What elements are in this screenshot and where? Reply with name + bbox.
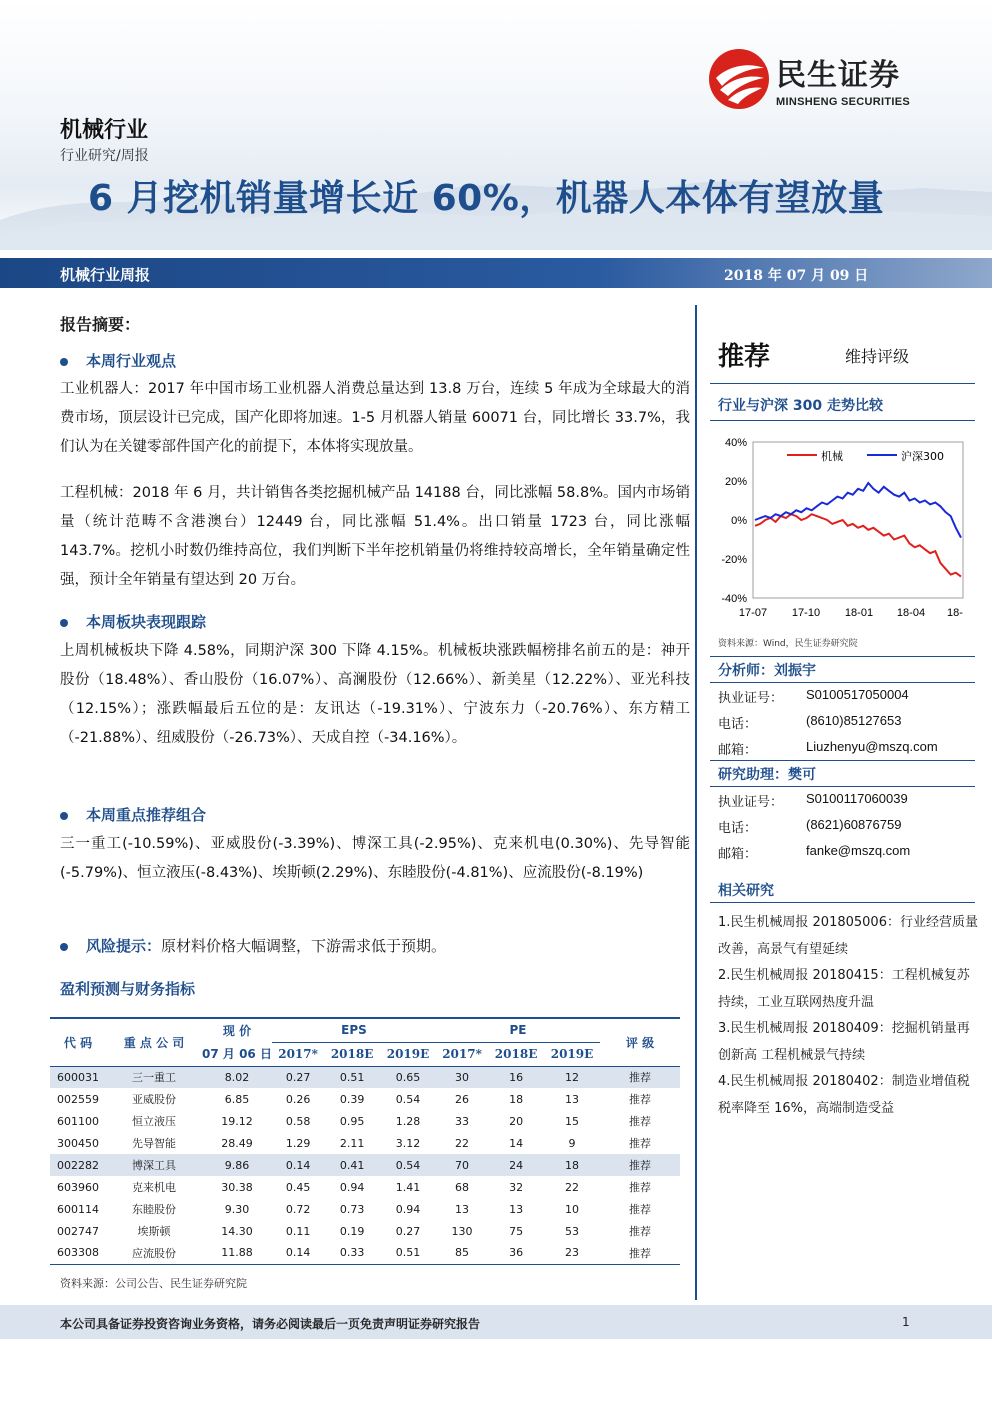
logo-chinese-name: 民生证券 [776, 58, 900, 93]
contact-row [718, 687, 909, 706]
table-cell: 0.19 [339, 1224, 365, 1238]
column-divider [695, 305, 697, 1300]
table-cell: 12 [544, 1066, 600, 1088]
table-cell: 0.14 [285, 1246, 311, 1260]
table-cell: 1.28 [395, 1114, 421, 1128]
y-tick-label: 40% [724, 437, 747, 449]
table-row [50, 1132, 680, 1154]
series-line-hs300 [755, 483, 961, 538]
footer-disclaimer: 本公司具备证券投资咨询业务资格，请务必阅读最后一页免责声明证券研究报告 [60, 1317, 481, 1331]
contact-value: S0100117060039 [806, 791, 908, 806]
section-industry-view [60, 350, 176, 371]
table-cell: 26 [455, 1092, 470, 1106]
table-cell: 002282 [50, 1154, 106, 1176]
table-row [50, 1198, 680, 1220]
analyst-title: 分析师：刘振宇 [718, 663, 816, 679]
table-cell: 16 [488, 1066, 544, 1088]
table-row [50, 1176, 680, 1198]
bullet-icon [60, 812, 68, 820]
x-tick-label: 17-10 [791, 607, 821, 619]
col-header-year: 2017* [442, 1047, 482, 1061]
section-sector-performance [60, 611, 206, 632]
table-row [50, 1088, 680, 1110]
divider [710, 383, 975, 384]
col-header-rating: 评 级 [625, 1035, 655, 1050]
table-row [50, 1066, 680, 1088]
bullet-icon [60, 943, 68, 951]
table-cell: 0.54 [395, 1092, 421, 1106]
recommendation: 推荐 [718, 342, 771, 372]
divider [710, 420, 975, 421]
table-cell: 1.41 [395, 1180, 421, 1194]
table-cell: 30.38 [221, 1180, 253, 1194]
chart-legend [787, 449, 944, 463]
table-cell: 36 [509, 1246, 524, 1260]
table-cell: 0.58 [285, 1114, 311, 1128]
table-cell: 13 [509, 1202, 524, 1216]
y-tick-label: -20% [721, 554, 747, 566]
y-tick-label: 0% [731, 515, 747, 527]
col-header-price: 现 价 [222, 1024, 252, 1038]
table-cell: 300450 [57, 1136, 99, 1150]
forecast-table [50, 1017, 680, 1265]
x-tick-label: 18-01 [844, 607, 874, 619]
table-cell: 0.14 [272, 1154, 324, 1176]
y-tick-label: 20% [724, 476, 747, 488]
contact-value[interactable]: Liuzhenyu@mszq.com [806, 739, 938, 754]
table-cell: 9.30 [224, 1202, 250, 1216]
table-cell: 13 [565, 1092, 580, 1106]
contact-key: 电话： [718, 821, 758, 836]
contact-key: 执业证号： [718, 691, 784, 706]
contact-row [718, 713, 902, 732]
table-title: 盈利预测与财务指标 [60, 980, 196, 998]
divider [710, 656, 975, 657]
contact-row [718, 843, 911, 862]
table-cell: 6.85 [224, 1092, 250, 1106]
assistant-title: 研究助理：樊可 [718, 767, 816, 783]
table-cell: 28.49 [221, 1136, 253, 1150]
table-cell: 推荐 [600, 1066, 680, 1088]
plot-area [753, 442, 963, 598]
table-cell: 0.51 [395, 1246, 421, 1260]
divider [710, 682, 975, 683]
table-cell: 恒立液压 [132, 1115, 176, 1128]
logo-mark-icon [708, 48, 770, 110]
col-header-year: 2018E [494, 1047, 538, 1061]
col-header-year: 2019E [550, 1047, 594, 1061]
chart-title: 行业与沪深 300 走势比较 [718, 398, 883, 414]
series-line-jixie [755, 514, 961, 576]
trend-chart [705, 430, 975, 630]
table-cell: 2.11 [339, 1136, 365, 1150]
chart-source: 资料来源：Wind，民生证券研究院 [718, 639, 858, 649]
table-cell: 0.39 [339, 1092, 365, 1106]
table-cell: 33 [455, 1114, 470, 1128]
table-cell: 15 [565, 1114, 580, 1128]
table-row [50, 1154, 680, 1176]
table-cell: 推荐 [629, 1093, 651, 1106]
contact-value: S0100517050004 [806, 687, 909, 702]
table-cell: 亚威股份 [132, 1093, 176, 1106]
table-cell: 0.27 [272, 1066, 324, 1088]
table-cell: 600031 [50, 1066, 106, 1088]
x-tick-label: 18- [947, 607, 963, 619]
related-item[interactable]: 1.民生机械周报 201805006：行业经营质量改善，高景气有望延续 [718, 915, 978, 957]
divider [710, 902, 975, 903]
table-cell: 应流股份 [132, 1246, 176, 1260]
table-cell: 0.73 [339, 1202, 365, 1216]
table-cell: 0.51 [324, 1066, 380, 1088]
col-header-date: 07 月 06 日 [202, 1047, 272, 1062]
table-row [50, 1220, 680, 1242]
table-cell: 1.29 [285, 1136, 311, 1150]
related-item[interactable]: 4.民生机械周报 20180402：制造业增值税税率降至 16%，高端制造受益 [718, 1074, 970, 1116]
table-cell: 85 [455, 1246, 470, 1260]
table-row [50, 1110, 680, 1132]
related-item[interactable]: 3.民生机械周报 20180409：挖掘机销量再创新高 工程机械景气持续 [718, 1021, 970, 1063]
banner-report-name: 机械行业周报 [60, 266, 151, 284]
contact-key: 执业证号： [718, 795, 784, 810]
contact-value: (8621)60876759 [806, 817, 902, 832]
rating-note: 维持评级 [845, 347, 910, 366]
table-cell: 22 [565, 1180, 580, 1194]
bullet-icon [60, 358, 68, 366]
paragraph-construction: 工程机械：2018 年 6 月，共计销售各类挖掘机械产品 14188 台，同比涨幅 58.8%。国内市场销量（统计范畴不含港澳台）12449 台，同比涨幅 51.4%。出口销量 1723 台，同比涨幅 143.7%。挖机小时数仍维持高位，我们判断下半年挖机销量仍将维持较高增长，全年销量确定性强，预计全年销量有望达到 20 万台。 [60, 485, 690, 588]
table-cell: 70 [436, 1154, 488, 1176]
contact-key: 邮箱： [718, 743, 758, 758]
page-number: 1 [902, 1315, 910, 1329]
title-banner [0, 258, 992, 288]
table-cell: 130 [451, 1224, 473, 1238]
table-cell: 东睦股份 [132, 1203, 176, 1216]
legend-label-jixie: 机械 [821, 450, 843, 463]
page-footer [0, 1305, 992, 1339]
table-cell: 10 [565, 1202, 580, 1216]
table-cell: 603960 [57, 1180, 99, 1194]
col-header-year: 2018E [330, 1047, 374, 1061]
table-cell: 9 [568, 1136, 576, 1150]
table-cell: 博深工具 [106, 1154, 202, 1176]
table-cell: 002559 [57, 1092, 99, 1106]
table-cell: 0.45 [285, 1180, 311, 1194]
logo-english-name: MINSHENG SECURITIES [776, 96, 911, 108]
table-cell: 0.41 [324, 1154, 380, 1176]
col-header-company: 重 点 公 司 [123, 1035, 185, 1050]
table-cell: 603308 [57, 1246, 99, 1260]
y-tick-label: -40% [721, 593, 747, 605]
col-header-eps: EPS [272, 1018, 436, 1042]
company-logo [708, 48, 910, 110]
contact-key: 电话： [718, 717, 758, 732]
divider [710, 760, 975, 761]
risk-label: 风险提示： [86, 937, 162, 955]
table-cell: 三一重工 [106, 1066, 202, 1088]
related-research-title: 相关研究 [718, 883, 774, 899]
contact-value[interactable]: fanke@mszq.com [806, 843, 911, 858]
table-cell: 23 [565, 1246, 580, 1260]
paragraph-sector: 上周机械板块下降 4.58%，同期沪深 300 下降 4.15%。机械板块涨跌幅榜排名前五的是：神开股份（18.48%）、香山股份（16.07%）、高澜股份（12.66%）、新美星（12.22%）、亚光科技（12.15%）；涨跌幅最后五位的是：友讯达（-19.31%）、宁波东力（-20.76%）、东方精工（-21.88%）、纽威股份（-26.73%）、天成自控（-34.16%）。 [60, 643, 690, 746]
bullet-icon [60, 619, 68, 627]
table-cell: 20 [509, 1114, 524, 1128]
table-cell: 18 [544, 1154, 600, 1176]
table-cell: 18 [509, 1092, 524, 1106]
table-cell: 0.26 [285, 1092, 311, 1106]
table-cell: 0.94 [395, 1202, 421, 1216]
page-title: 6 月挖机销量增长近 60%，机器人本体有望放量 [88, 178, 885, 219]
table-cell: 8.02 [202, 1066, 272, 1088]
table-cell: 推荐 [629, 1225, 651, 1238]
contact-row [718, 791, 908, 810]
paragraph-robots: 工业机器人：2017 年中国市场工业机器人消费总量达到 13.8 万台，连续 5 年成为全球最大的消费市场，顶层设计已完成，国产化即将加速。1-5 月机器人销量 60071 台，同比增长 33.7%，我们认为在关键零部件国产化的前提下，本体将实现放量。 [60, 381, 690, 455]
divider [710, 786, 975, 787]
abstract-title: 报告摘要： [60, 315, 141, 334]
table-source: 资料来源：公司公告、民生证券研究院 [60, 1277, 247, 1290]
table-cell: 克来机电 [132, 1181, 176, 1194]
table-cell: 0.11 [285, 1224, 311, 1238]
col-header-year: 2017* [278, 1047, 318, 1061]
table-cell: 19.12 [221, 1114, 253, 1128]
table-cell: 推荐 [629, 1246, 651, 1260]
section-portfolio [60, 804, 206, 825]
table-cell: 推荐 [629, 1115, 651, 1128]
report-type: 行业研究/周报 [60, 148, 149, 164]
table-cell: 0.33 [339, 1246, 365, 1260]
contact-key: 邮箱： [718, 847, 758, 862]
table-cell: 24 [488, 1154, 544, 1176]
table-cell: 68 [455, 1180, 470, 1194]
table-cell: 推荐 [600, 1154, 680, 1176]
legend-label-hs300: 沪深300 [901, 450, 944, 463]
related-research-list [718, 910, 978, 1122]
table-cell: 600114 [57, 1202, 99, 1216]
x-tick-label: 18-04 [896, 607, 926, 619]
table-cell: 75 [509, 1224, 524, 1238]
table-cell: 30 [436, 1066, 488, 1088]
table-cell: 0.54 [380, 1154, 436, 1176]
table-cell: 推荐 [629, 1203, 651, 1216]
risk-warning [60, 935, 446, 956]
col-header-pe: PE [436, 1018, 600, 1042]
table-cell: 0.65 [380, 1066, 436, 1088]
table-cell: 0.72 [285, 1202, 311, 1216]
table-cell: 53 [565, 1224, 580, 1238]
table-cell: 0.95 [339, 1114, 365, 1128]
section-label: 本周重点推荐组合 [86, 806, 207, 824]
table-cell: 先导智能 [132, 1137, 176, 1150]
related-item[interactable]: 2.民生机械周报 20180415：工程机械复苏持续，工业互联网热度升温 [718, 968, 970, 1010]
table-cell: 0.94 [339, 1180, 365, 1194]
table-cell: 14.30 [221, 1224, 253, 1238]
industry-name: 机械行业 [60, 117, 149, 143]
x-tick-label: 17-07 [738, 607, 768, 619]
table-cell: 601100 [57, 1114, 99, 1128]
table-cell: 9.86 [202, 1154, 272, 1176]
contact-value: (8610)85127653 [806, 713, 902, 728]
table-cell: 22 [455, 1136, 470, 1150]
col-header-code: 代 码 [63, 1035, 93, 1050]
table-cell: 埃斯顿 [137, 1225, 171, 1238]
table-cell: 0.27 [395, 1224, 421, 1238]
table-cell: 32 [509, 1180, 524, 1194]
table-cell: 14 [509, 1136, 524, 1150]
table-cell: 3.12 [395, 1136, 421, 1150]
contact-row [718, 817, 902, 836]
col-header-year: 2019E [386, 1047, 430, 1061]
table-row [50, 1242, 680, 1264]
table-cell: 推荐 [629, 1181, 651, 1194]
section-label: 本周板块表现跟踪 [86, 613, 207, 631]
table-cell: 推荐 [629, 1137, 651, 1150]
section-label: 本周行业观点 [86, 352, 177, 370]
banner-date: 2018 年 07 月 09 日 [724, 268, 869, 284]
contact-row [718, 739, 938, 758]
table-cell: 11.88 [221, 1246, 253, 1260]
risk-text: 原材料价格大幅调整，下游需求低于预期。 [161, 937, 447, 955]
paragraph-portfolio: 三一重工(-10.59%)、亚威股份(-3.39%)、博深工具(-2.95%)、克来机电(0.30%)、先导智能(-5.79%)、恒立液压(-8.43%)、埃斯顿(2.29%)、东睦股份(-4.81%)、应流股份(-8.19%) [60, 836, 690, 881]
table-cell: 002747 [57, 1224, 99, 1238]
table-cell: 13 [455, 1202, 470, 1216]
